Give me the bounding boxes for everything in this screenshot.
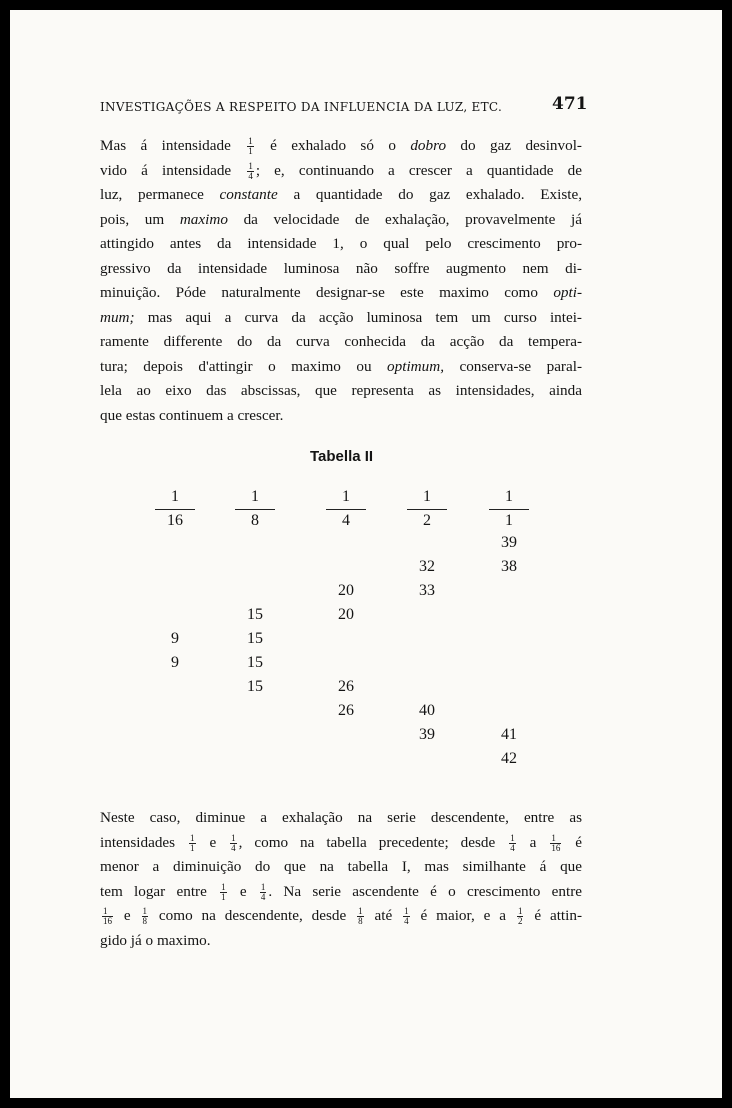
paragraph-1: [100, 134, 582, 428]
header-denominator: 1: [505, 512, 513, 529]
table-cell: 26: [338, 702, 354, 719]
fraction: $\frac{1}{1}$: [221, 881, 226, 902]
table-column-header: [407, 486, 447, 532]
table-cell: 9: [171, 630, 179, 647]
text-line: $\frac{1}{16}$ e $\frac{1}{8}$ como na descendente, desde $\frac{1}{8}$ até $\frac{1}{4}$ é maior, e a $\frac{1}{2}$ é attin-: [103, 906, 583, 927]
table-cell: 32: [419, 558, 435, 575]
text-line: attingido antes da intensidade 1, o qual pelo crescimento pro-: [100, 235, 582, 252]
text-line: luz, permanece constante a quantidade do gaz exhalado. Existe,: [100, 186, 582, 203]
text-line: minuição. Póde naturalmente designar-se este maximo como opti-: [100, 284, 582, 301]
fraction: $\frac{1}{8}$: [358, 906, 363, 927]
table-cell: 15: [247, 678, 263, 695]
text-line: Mas á intensidade $\frac{1}{1}$ é exhalado só o dobro do gaz desinvol-: [100, 136, 582, 157]
header-numerator: 1: [155, 486, 195, 510]
table-cell: 15: [247, 654, 263, 671]
text-line: vido á intensidade $\frac{1}{4}$ ; e, continuando a crescer a quantidade de: [100, 160, 582, 181]
table-cell: 9: [171, 654, 179, 671]
fraction: $\frac{1}{4}$: [260, 881, 266, 902]
header-denominator: 16: [167, 512, 183, 529]
table-column-header: [155, 486, 195, 532]
table-caption: Tabella II: [310, 448, 374, 465]
table-cell: 40: [419, 702, 435, 719]
text-line: mum; mas aqui a curva da acção luminosa tem um curso intei-: [100, 308, 582, 326]
table-column-header: [489, 486, 529, 532]
text-line: intensidades $\frac{1}{1}$ e $\frac{1}{4}$ , como na tabella precedente; desde $\frac{1}{4}$ a $\frac{1}{16}$ é: [100, 832, 582, 853]
paragraph-2: [100, 806, 582, 953]
fraction: $\frac{1}{4}$: [248, 160, 253, 181]
text-line: tem logar entre $\frac{1}{1}$ e $\frac{1}{4}$ . Na serie ascendente é o crescimento entre: [100, 881, 582, 902]
table-cell: 41: [501, 726, 517, 743]
text-line: que estas continuem a crescer.: [100, 406, 284, 424]
fraction: $\frac{1}{16}$: [551, 832, 561, 853]
fraction: $\frac{1}{4}$: [510, 832, 515, 853]
table-cell: 20: [338, 606, 354, 623]
text-line: gressivo da intensidade luminosa não soffre augmento nem di-: [100, 259, 582, 277]
table-cell: 38: [501, 558, 517, 575]
table-cell: 26: [338, 678, 354, 695]
text-line: gido já o maximo.: [100, 931, 211, 949]
fraction: $\frac{1}{4}$: [231, 832, 236, 853]
fraction: $\frac{1}{1}$: [190, 832, 195, 853]
table-cell: 42: [501, 750, 517, 767]
table-cell: 39: [419, 726, 435, 743]
table-cell: 15: [247, 606, 263, 623]
fraction: $\frac{1}{8}$: [142, 906, 148, 927]
table-column-header: [326, 486, 366, 532]
table-column-header: [235, 486, 275, 532]
page-sheet: [10, 10, 722, 1098]
text-line: Neste caso, diminue a exhalação na serie descendente, entre as: [100, 809, 582, 826]
text-line: tura; depois d'attingir o maximo ou optimum, conserva-se paral-: [100, 357, 583, 375]
fraction: $\frac{1}{1}$: [248, 136, 253, 157]
table-cell: 39: [501, 534, 517, 551]
table-cell: 33: [419, 582, 435, 599]
header-denominator: 8: [251, 512, 259, 529]
table-cell: 20: [338, 582, 354, 599]
header-denominator: 2: [423, 512, 431, 529]
running-title: INVESTIGAÇÕES A RESPEITO DA INFLUENCIA DA LUZ, ETC.: [100, 100, 503, 114]
fraction: $\frac{1}{16}$: [103, 906, 112, 927]
text-line: lela ao eixo das abscissas, que representa as intensidades, ainda: [100, 382, 582, 399]
text-line: ramente differente do da curva conhecida da acção da tempera-: [100, 333, 582, 350]
fraction: $\frac{1}{4}$: [404, 906, 409, 927]
page-number: 471: [552, 94, 588, 114]
header-numerator: 1: [326, 486, 366, 510]
header-numerator: 1: [235, 486, 275, 510]
text-line: pois, um maximo da velocidade de exhalação, provavelmente já: [100, 210, 582, 228]
text-line: menor a diminuição do que na tabella I, mas similhante á que: [100, 858, 582, 875]
fraction: $\frac{1}{2}$: [517, 906, 523, 927]
header-numerator: 1: [489, 486, 529, 510]
header-denominator: 4: [342, 512, 350, 529]
header-numerator: 1: [407, 486, 447, 510]
table-cell: 15: [247, 630, 263, 647]
